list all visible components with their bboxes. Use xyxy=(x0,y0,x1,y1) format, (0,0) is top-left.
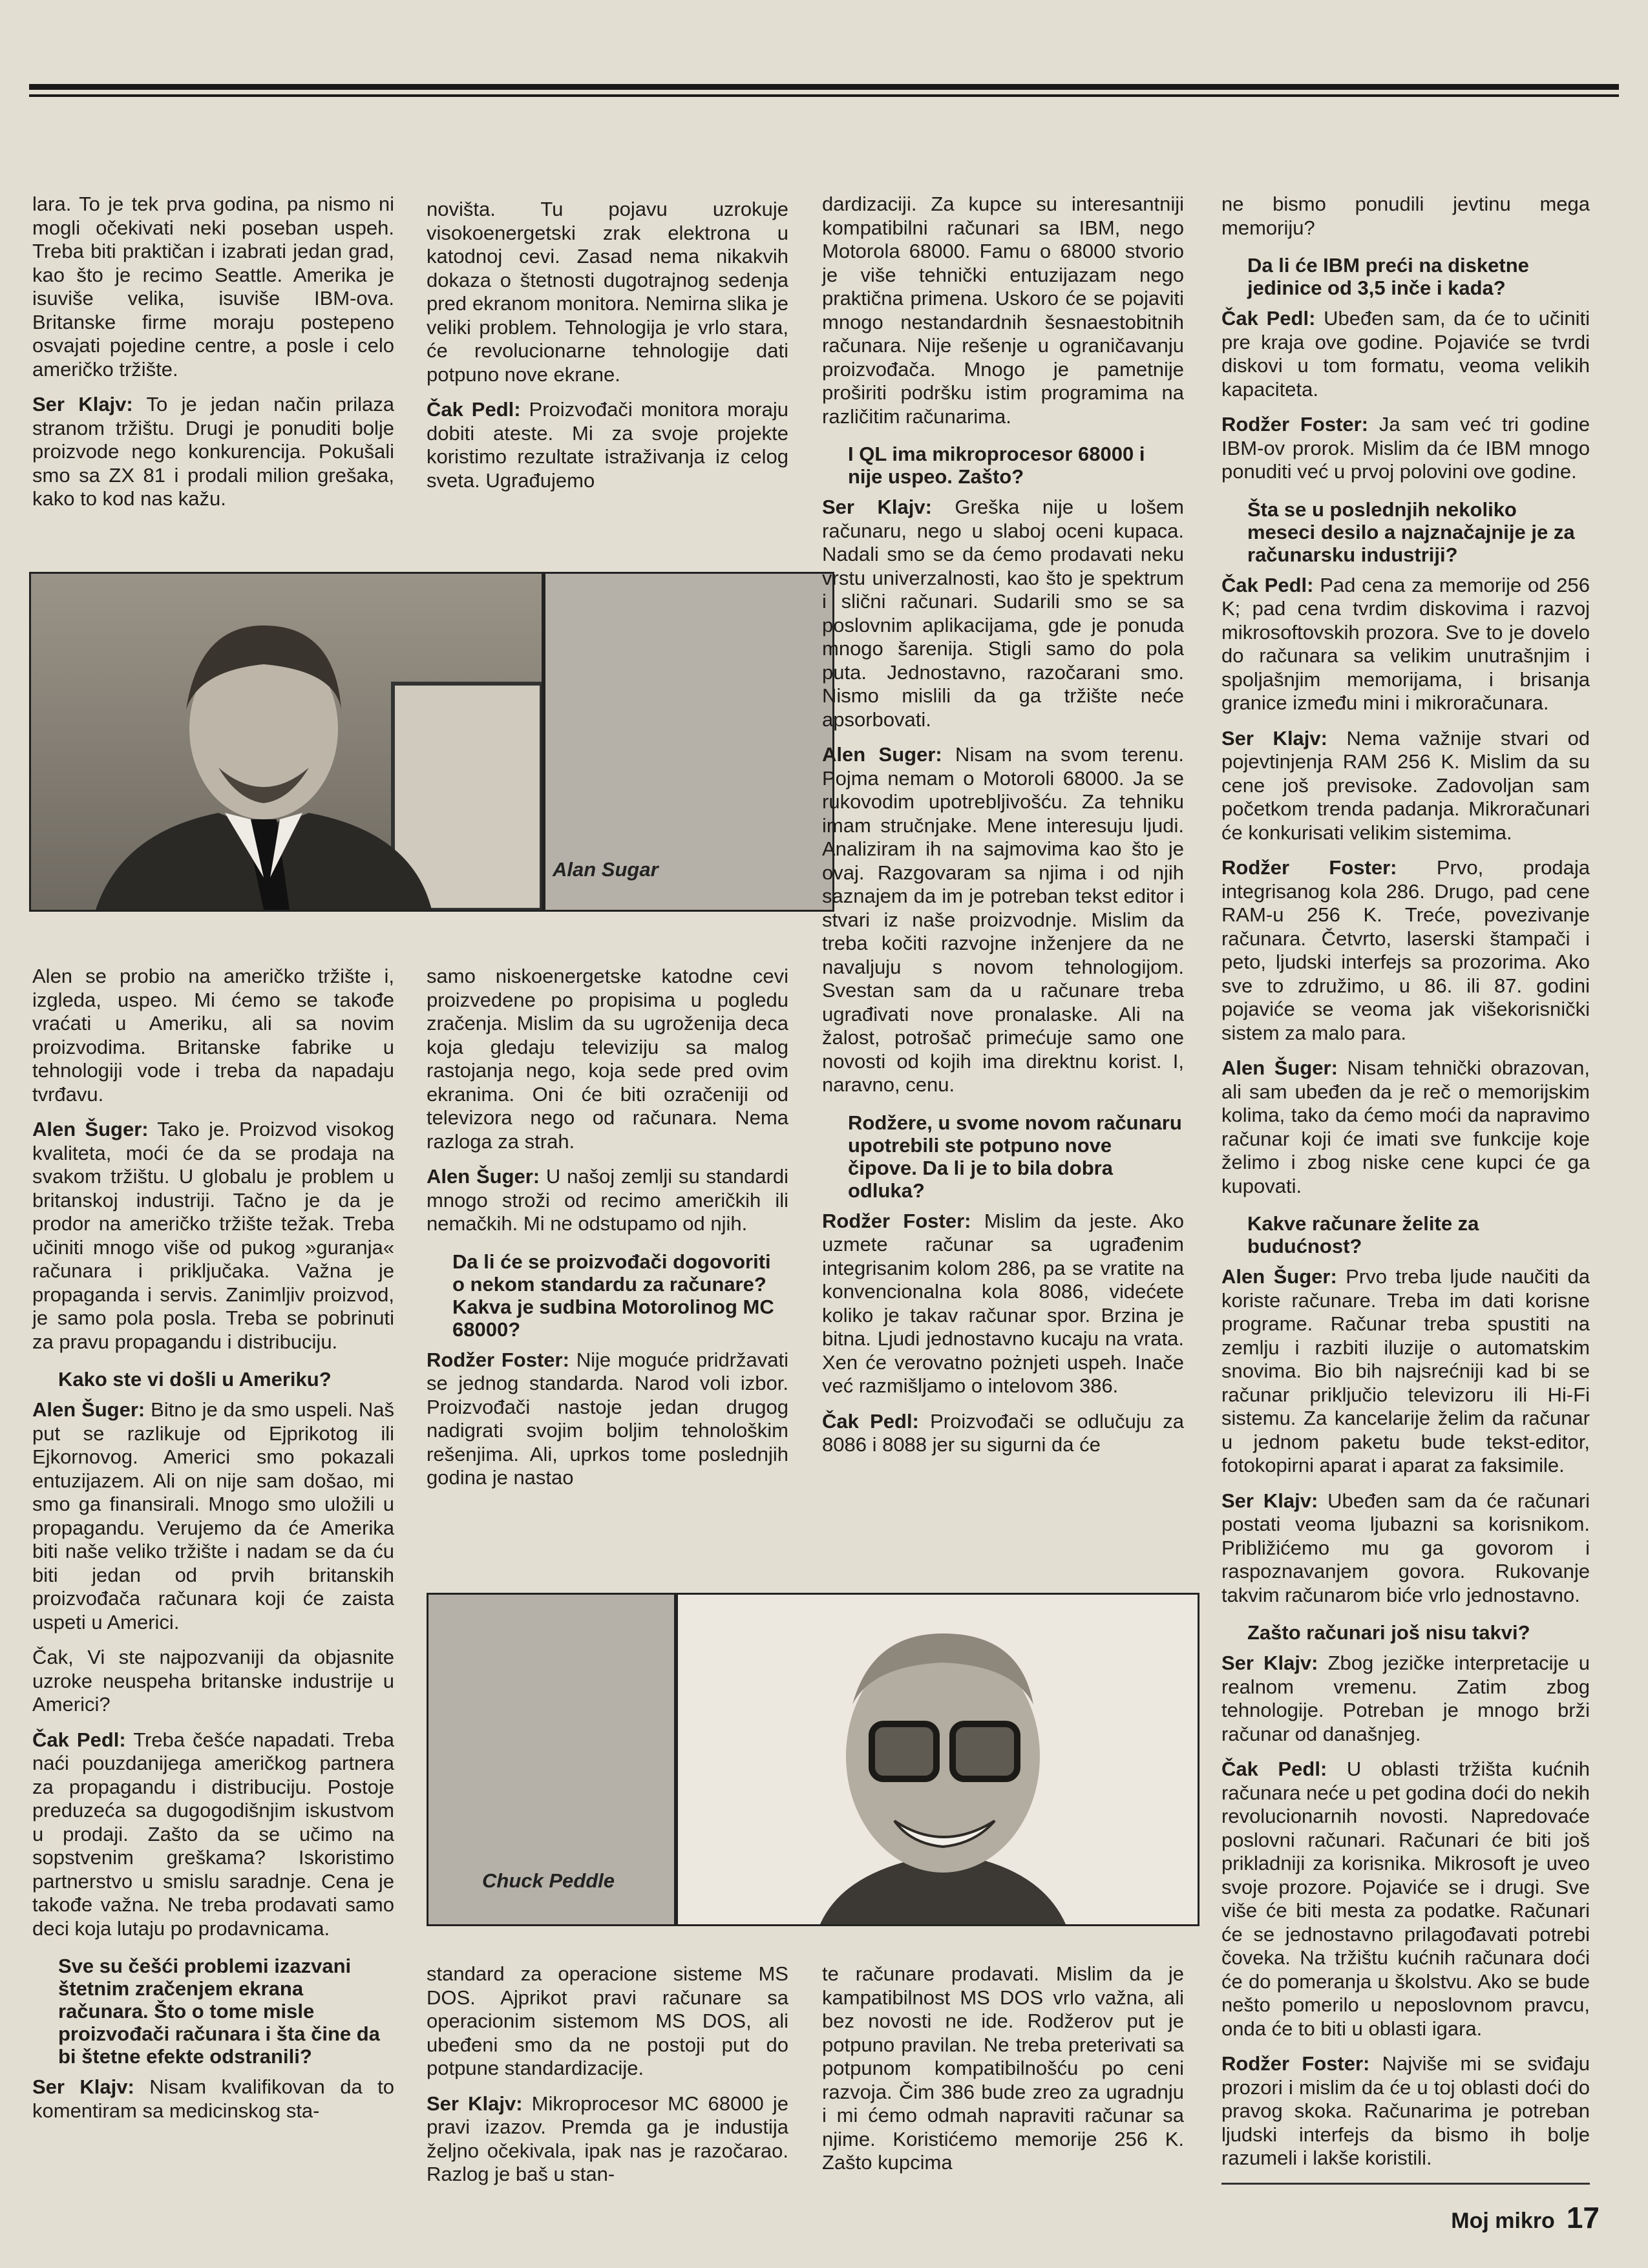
body-paragraph xyxy=(427,198,788,386)
body-paragraph xyxy=(32,1728,394,1941)
portrait-alan-sugar xyxy=(31,574,542,910)
body-paragraph xyxy=(1221,1489,1590,1608)
column-2-bottom xyxy=(427,1962,788,2198)
paragraph-text: Alen se probio na američko tržište i, izgleda, uspeo. Mi ćemo se takođe vraćati u Ameriku, ali sa novim proizvodima. Britanske fabrike u tehnologiji vode i treba da napadaju tvrđavu. xyxy=(32,965,394,1106)
paragraph-text: Treba češće napadati. Treba naći pouzdanijega američkog partnera za propagandu i distribuciju. Postoje preduzeća sa dugogodišnjim iskustvom u prodaji. Zašto da se učimo na sopstvenim greškama? Iskoristimo partnerstvo u smislu saradnje. Cena je takođe važna. Ne treba prodavati samo deci koja lutaju po prodavnicama. xyxy=(32,1728,394,1940)
interview-question: I QL ima mikroprocesor 68000 i nije uspeo. Zašto? xyxy=(848,443,1145,488)
body-paragraph xyxy=(822,193,1184,428)
body-paragraph xyxy=(32,1398,394,1634)
paragraph-text: Ja sam već tri godine IBM-ov prorok. Mislim da će IBM mnogo ponuditi već u prvoj polovini ove godine. xyxy=(1221,413,1590,483)
paragraph-text: Pad cena za memorije od 256 K; pad cena tvrdim diskovima i razvoj mikrosoftovskih prozora. Sve to je dovelo do računara sa velikim unutrašnjim i spoljašnjim memorijama, i brisanja granice između mini i mikroračunara. xyxy=(1221,573,1590,714)
paragraph-text: To je jedan način prilaza stranom tržištu. Drugi je ponuditi bolje proizvode nego konkurencija. Pokušali smo sa ZX 81 i prodali milion grešaka, kako to kod nas kažu. xyxy=(32,393,394,510)
paragraph-text: Mislim da jeste. Ako uzmete računar sa ugrađenim integrisanim kolom 286, pa se vratite na konvencionalna kola 8086, videćete koliko je takav računar spor. Brzina je bitna. Ljudi jednostavno kucaju na vrata. Xen će verovatno pożnjeti uspeh. Inače već razmišljamo o intelovom 386. xyxy=(822,1209,1184,1397)
speaker-name: Rodžer Foster: xyxy=(1221,413,1369,436)
paragraph-text: Tako je. Proizvod visokog kvaliteta, moći će da se prodaja na svakom tržištu. U globalu je problem u britanskoj industriji. Tačno je da je prodor na američko tržište težak. Treba učiniti mnogo više od pukog »guranja« računara i priključaka. Važna je propaganda i servis. Zanimljiv proizvod, je samo pola posla. Treba se pobrinuti za pravu propagandu i distribuciju. xyxy=(32,1118,394,1353)
body-paragraph xyxy=(1221,413,1590,484)
speaker-name: Čak Pedl: xyxy=(1221,307,1316,330)
paragraph-text: Nije moguće pridržavati se jednog standarda. Narod voli izbor. Proizvođači nastoje jedan drugog nadigrati svojim boljim tehnološkim rešenjima. Ali, uprkos tome poslednjih godina je nastao xyxy=(427,1348,788,1489)
magazine-name: Moj mikro xyxy=(1451,2209,1555,2233)
speaker-name: Rodžer Foster: xyxy=(427,1348,569,1371)
top-rule-thin xyxy=(29,94,1619,97)
top-rule xyxy=(29,84,1619,90)
column-4 xyxy=(1221,193,1590,2182)
body-paragraph xyxy=(427,1349,788,1490)
speaker-name: Rodžer Foster: xyxy=(1221,856,1397,879)
speaker-name: Alen Šuger: xyxy=(427,1165,540,1188)
speaker-name: Alen Suger: xyxy=(822,743,942,766)
speaker-name: Ser Klajv: xyxy=(427,2092,523,2115)
speaker-name: Ser Klajv: xyxy=(1221,726,1327,750)
body-paragraph xyxy=(32,965,394,1106)
body-paragraph xyxy=(822,496,1184,731)
interview-question: Da li će se proizvođači dogovoriti o nekom standardu za računare? Kakva je sudbina Motorolinog MC 68000? xyxy=(452,1250,774,1341)
paragraph-text: Ubeđen sam, da će to učiniti pre kraja ove godine. Pojaviće se tvrdi diskovi u tom formatu, veoma velikih kapaciteta. xyxy=(1221,307,1590,401)
paragraph-text: novišta. Tu pojavu uzrokuje visokoenergetski zrak elektrona u katodnoj cevi. Zasad nema nikakvih dokaza o štetnosti dugotrajnog sedenja pred ekranom monitora. Nemirna slika je veliki problem. Tehnologija je vrlo stara, će revolucionarne tehnologije dati potpuno nove ekrane. xyxy=(427,198,788,386)
speaker-name: Čak Pedl: xyxy=(427,398,521,421)
speaker-name: Alen Šuger: xyxy=(1221,1265,1337,1288)
speaker-name: Alen Šuger: xyxy=(32,1118,149,1140)
body-paragraph xyxy=(32,1118,394,1354)
interview-question: Zašto računari još nisu takvi? xyxy=(1247,1621,1530,1644)
speaker-name: Ser Klajv: xyxy=(32,393,133,415)
paragraph-text: standard za operacione sisteme MS DOS. Ajprikot pravi računare sa operacionim sistemom MS DOS, ali ubeđeni smo da ne postoji put do potpune standardizacije. xyxy=(427,1962,788,2079)
speaker-name: Ser Klajv: xyxy=(1221,1489,1318,1512)
paragraph-text: U oblasti tržišta kućnih računara neće u pet godina doći do nekih revolucionarnih novosti. Napredovaće poslovni računari. Računari će biti još prikladniji za korisnika. Mikrosoft je uveo svoje prozore. Pojaviće se i drugi. Sve više će biti mesta za podatke. Računari će se jednostavno prilagođavati potrebi čoveka. Na tržištu kućnih računara doći će do pomeranja u školstvu. Ako se bude nešto pomerilo u neposlovnom pravcu, onda će to biti u oblasti igara. xyxy=(1221,1758,1590,2040)
body-paragraph xyxy=(32,393,394,511)
paragraph-text: dardizaciji. Za kupce su interesantniji kompatibilni računari sa IBM, nego Motorola 68000. Famu o 68000 stvorio je više tehnički entuzijazam nego praktična primena. Uskoro će se pojaviti mnogo nestandardnih šesnaestobitnih računara. Nije rešenje u ograničavanju proizvođača. Mnogo je pametnije proširiti podršku istim programima na različitim računarima. xyxy=(822,193,1184,428)
body-paragraph xyxy=(1221,1056,1590,1198)
paragraph-text: Zbog jezičke interpretacije u realnom vremenu. Zatim zbog tehnologije. Potreban je mnogo brži računar od današnjeg. xyxy=(1221,1652,1590,1745)
speaker-name: Čak Pedl: xyxy=(822,1409,919,1433)
photo-portrait-area-2 xyxy=(678,1595,1198,1924)
column-3-bottom xyxy=(822,1962,1184,2187)
paragraph-text: ne bismo ponudili jevtinu mega memoriju? xyxy=(1221,193,1590,239)
speaker-name: Rodžer Foster: xyxy=(1221,2052,1370,2075)
caption-chuck-peddle: Chuck Peddle xyxy=(482,1869,615,1892)
paragraph-text: Proizvođači monitora moraju dobiti ateste. Mi za svoje projekte koristimo rezultate istraživanja iz celog sveta. Ugrađujemo xyxy=(427,398,788,492)
interview-question: Šta se u poslednjih nekoliko meseci desilo a najznačajnije je za računarsku industriji? xyxy=(1247,498,1575,566)
body-paragraph xyxy=(822,1210,1184,1398)
page-number: 17 xyxy=(1566,2201,1600,2234)
body-paragraph xyxy=(822,743,1184,1097)
interview-question: Sve su češći problemi izazvani štetnim zračenjem ekrana računara. Što o tome misle proizvođači računara i šta čine da bi štetne efekte odstranili? xyxy=(58,1955,380,2068)
body-paragraph xyxy=(1221,193,1590,240)
speaker-name: Ser Klajv: xyxy=(822,496,932,518)
body-paragraph xyxy=(1221,1265,1590,1478)
paragraph-text: Nisam kvalifikovan da to komentiram sa medicinskog sta- xyxy=(32,2075,394,2122)
body-paragraph xyxy=(1221,1652,1590,1746)
body-paragraph xyxy=(427,1962,788,2081)
paragraph-text: Najviše mi se sviđaju prozori i mislim da će u toj oblasti doći do pravog skoka. Računarima je potreban ljudski interfejs da bismo ih bolje razumeli i lakše koristili. xyxy=(1221,2052,1590,2169)
column-2-middle xyxy=(427,965,788,1502)
column-3-top xyxy=(822,193,1184,1469)
speaker-name: Čak Pedl: xyxy=(1221,573,1314,596)
paragraph-text: Greška nije u lošem računaru, nego u slaboj oceni kupaca. Nadali smo se da ćemo prodavati neku vrstu univerzalnosti, kao što je spektrum i slični računari. Sudarili smo se sa poslovnim aplikacijama, gde je ponuda mnogo šarenija. Stigli samo do pola puta. Jednostavno, razočarani smo. Nismo mislili da ga tržište neće apsorbovati. xyxy=(822,496,1185,731)
page-footer xyxy=(1451,2200,1600,2235)
speaker-name: Rodžer Foster: xyxy=(822,1209,971,1232)
body-paragraph xyxy=(1221,307,1590,401)
paragraph-text: Nisam na svom terenu. Pojma nemam o Motoroli 68000. Ja se rukovodim upotrebljivošću. Za tehniku imam stručnjake. Mene interesuju ljudi. Analiziram ih na sajmovima kao što je ovaj. Razgovaram sa njima i od njih saznajem da im je potreban tekst editor i stvari iz naše proizvodnje. Mislim da treba kočiti razvojne inženjere da ne navaljuju s novom tehnologijom. Svestan sam da u računare treba ugrađivati nove pronalaske. Ali na žalost, potrošač primećuje samo one novosti od kojih ima direktnu korist. I, naravno, cenu. xyxy=(822,743,1184,1096)
bottom-rule xyxy=(1221,2183,1590,2185)
column-1-top xyxy=(32,193,394,523)
interview-question: Kakve računare želite za budućnost? xyxy=(1247,1212,1479,1257)
paragraph-text: Ubeđen sam da će računari postati veoma ljubazni sa korisnikom. Približićemo mu ga govorom i raspoznavanjem govora. Rukovanje takvim računarom biće vrlo jednostavno. xyxy=(1221,1489,1590,1606)
speaker-name: Čak Pedl: xyxy=(32,1728,126,1751)
body-paragraph xyxy=(822,1962,1184,2175)
body-paragraph xyxy=(427,1165,788,1236)
body-paragraph xyxy=(427,2092,788,2187)
speaker-name: Ser Klajv: xyxy=(1221,1652,1318,1674)
paragraph-text: te računare prodavati. Mislim da je kampatibilnost MS DOS vrlo važna, ali bez novosti ne ide. Rodžerov put je potpuno pravilan. Ne treba preterivati sa potpunom kompatibilnošću po ceni razvoja. Čim 386 bude zreo za ugradnju i mi ćemo odmah napraviti računar sa njime. Koristićemo memorije 256 K. Zašto kupcima xyxy=(822,1962,1184,2174)
body-paragraph xyxy=(427,398,788,492)
paragraph-text: Proizvođači se odlučuju za 8086 i 8088 jer su sigurni da će xyxy=(822,1409,1184,1456)
speaker-name: Ser Klajv: xyxy=(32,2075,134,2098)
body-paragraph xyxy=(427,965,788,1153)
column-1-bottom xyxy=(32,965,394,2134)
paragraph-text: Prvo treba ljude naučiti da koriste računare. Treba im dati korisne programe. Računar treba spustiti na zemlju i razbiti iluzije o automatskim snovima. Bio bih najsrećniji kad bi se računar priključio televizoru ili Hi-Fi sistemu. Za kancelarije želim da računar u jednom paketu bude tekst-editor, fotokopirni aparat i aparat za faksimile. xyxy=(1221,1265,1590,1476)
column-2-top xyxy=(427,198,788,504)
body-paragraph xyxy=(822,1410,1184,1457)
photo-portrait-area xyxy=(31,574,542,910)
paragraph-text: Mikroprocesor MC 68000 je pravi izazov. Premda ga je industija željno očekivala, ipak nas je razočarao. Razlog je baš u stan- xyxy=(427,2092,788,2185)
body-paragraph xyxy=(1221,1758,1590,2041)
body-paragraph xyxy=(32,193,394,381)
paragraph-text: Bitno je da smo uspeli. Naš put se razlikuje od Ejprikotog ili Ejkornovog. Americi smo pokazali entuzijazem. Ali on nije sam došao, mi smo ga finansirali. Mnogo smo uložili u propagandu. Verujemo da će Amerika biti naše veliko tržište i nadam se da ću biti jedan od prvih britanskih proizvođača računara koji će zaista uspeti u Americi. xyxy=(32,1398,395,1633)
paragraph-text: Prvo, prodaja integrisanog kola 286. Drugo, pad cene RAM-u 256 K. Treće, povezivanje računara. Četvrto, laserski štampači i peto, ljudski interfejs sa prozorima. Ako sve to združimo, u 86. ili 87. godini pojaviće se veoma jak višekorisnički sistem za malo para. xyxy=(1221,856,1590,1044)
body-paragraph xyxy=(1221,2052,1590,2170)
interview-question: Rodžere, u svome novom računaru upotrebili ste potpuno nove čipove. Da li je to bila dobra odluka? xyxy=(848,1111,1182,1202)
paragraph-text: Nisam tehnički obrazovan, ali sam ubeđen da je reč o memorijskim kolima, tako da ćemo moći da napravimo računar koji će imati sve funkcije koje želimo i zbog niske cene kupci će ga kupovati. xyxy=(1221,1056,1590,1197)
paragraph-text: lara. To je tek prva godina, pa nismo ni mogli očekivati neki poseban uspeh. Treba biti praktičan i izabrati jedan grad, kao što je recimo Seattle. Amerika je isuviše velika, isuviše IBM-ova. Britanske firme moraju postepeno osvajati pojedine centre, a posle i celo američko tržište. xyxy=(32,193,394,381)
photo-alan-sugar xyxy=(29,572,834,912)
body-paragraph xyxy=(1221,574,1590,715)
paragraph-text: Nema važnije stvari od pojevtinjenja RAM 256 K. Mislim da su cene još previsoke. Zadovoljan sam početkom trenda padanja. Mikroračunari će konkurisati velikim sistemima. xyxy=(1221,726,1590,844)
paragraph-text: Čak, Vi ste najpozvaniji da objasnite uzroke neuspeha britanske industrije u Americi? xyxy=(32,1646,394,1716)
speaker-name: Alen Šuger: xyxy=(1221,1056,1338,1079)
body-paragraph xyxy=(1221,856,1590,1045)
speaker-name: Alen Šuger: xyxy=(32,1398,145,1421)
body-paragraph xyxy=(1221,727,1590,845)
paragraph-text: U našoj zemlji su standardi mnogo stroži od recimo američkih ili nemačkih. Mi ne odstupamo od njih. xyxy=(427,1165,789,1235)
speaker-name: Čak Pedl: xyxy=(1221,1758,1327,1780)
caption-alan-sugar: Alan Sugar xyxy=(553,858,659,881)
portrait-chuck-peddle xyxy=(678,1595,1198,1924)
body-paragraph xyxy=(32,1646,394,1717)
interview-question: Kako ste vi došli u Ameriku? xyxy=(58,1368,332,1391)
paragraph-text: samo niskoenergetske katodne cevi proizvedene po propisima u pogledu zračenja. Mislim da su ugroženija deca koja gledaju televiziju sa malog rastojanja nego, koja sede pred ovim ekranima. Oni će biti ozračeniji od televizora nego od računara. Nema razloga za strah. xyxy=(427,965,788,1153)
body-paragraph xyxy=(32,2075,394,2123)
interview-question: Da li će IBM preći na disketne jedinice od 3,5 inče i kada? xyxy=(1247,254,1529,299)
